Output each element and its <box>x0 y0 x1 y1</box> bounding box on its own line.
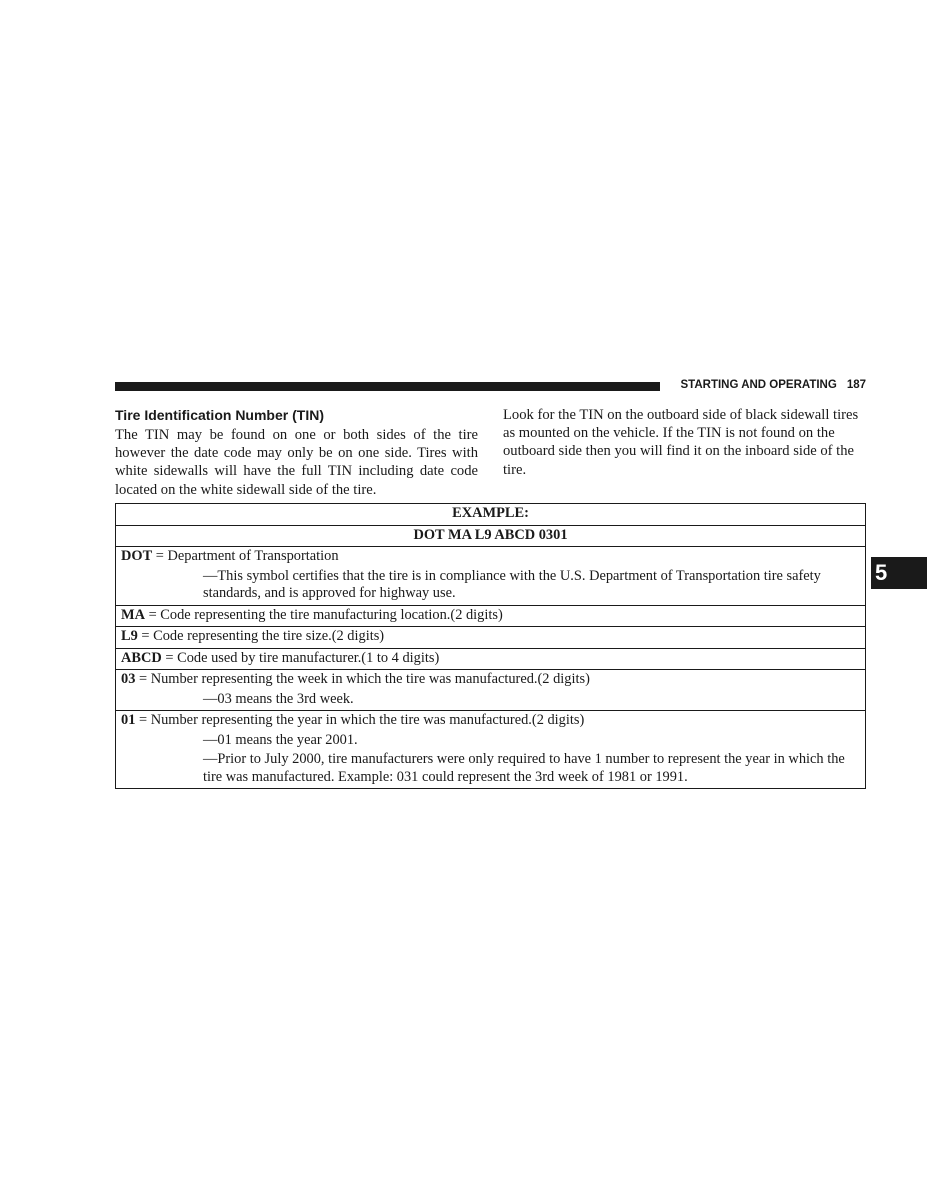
table-row <box>116 547 866 606</box>
left-column <box>115 406 478 499</box>
row-term: ABCD <box>121 649 162 666</box>
chapter-tab: 5 <box>871 557 927 589</box>
table-row <box>116 670 866 711</box>
table-row-example-code <box>116 525 866 547</box>
table-row <box>116 605 866 627</box>
row-term: 01 <box>121 712 136 728</box>
table-row <box>116 627 866 649</box>
example-code: DOT MA L9 ABCD 0301 <box>116 525 866 547</box>
section-heading: Tire Identification Number (TIN) <box>115 407 324 423</box>
page-number: 187 <box>846 379 866 391</box>
tin-example-table <box>115 503 866 789</box>
row-definition: = Code used by tire manufacturer.(1 to 4 digits) <box>161 649 440 666</box>
running-header <box>668 379 866 391</box>
table-row-example-label <box>116 504 866 526</box>
row-note: —This symbol certifies that the tire is in compliance with the U.S. Department of Transportation tire safety standards, and is approved for highway use. <box>203 567 821 601</box>
example-label: EXAMPLE: <box>116 504 866 526</box>
row-term: 03 <box>121 671 136 687</box>
right-column <box>503 406 867 479</box>
row-definition: = Code representing the tire manufacturing location.(2 digits) <box>144 606 503 623</box>
row-term: DOT <box>121 548 153 564</box>
row-term: MA <box>121 606 145 623</box>
header-rule <box>115 382 660 391</box>
row-definition: = Department of Transportation <box>152 548 339 564</box>
table-row <box>116 648 866 670</box>
table-row <box>116 711 866 789</box>
row-note: —Prior to July 2000, tire manufacturers were only required to have 1 number to represent the year in which the tire was manufactured. Example: 031 could represent the 3rd week of 1981 or 1991. <box>203 751 845 785</box>
row-definition: = Number representing the year in which the tire was manufactured.(2 digits) <box>135 712 585 728</box>
row-definition: = Number representing the week in which the tire was manufactured.(2 digits) <box>135 671 590 687</box>
right-paragraph: Look for the TIN on the outboard side of black sidewall tires as mounted on the vehicle. If the TIN is not found on the outboard side then you will find it on the inboard side of the tire. <box>503 407 859 478</box>
row-note: —03 means the 3rd week. <box>203 690 354 707</box>
row-term: L9 <box>121 628 138 644</box>
row-note: —01 means the year 2001. <box>203 731 358 748</box>
section-title: STARTING AND OPERATING <box>680 379 837 391</box>
row-definition: = Code representing the tire size.(2 digits) <box>137 628 385 644</box>
left-paragraph: The TIN may be found on one or both sides of the tire however the date code may only be on one side. Tires with white sidewalls will have the full TIN including date code located on the white sidewall side of the tire. <box>115 427 478 498</box>
